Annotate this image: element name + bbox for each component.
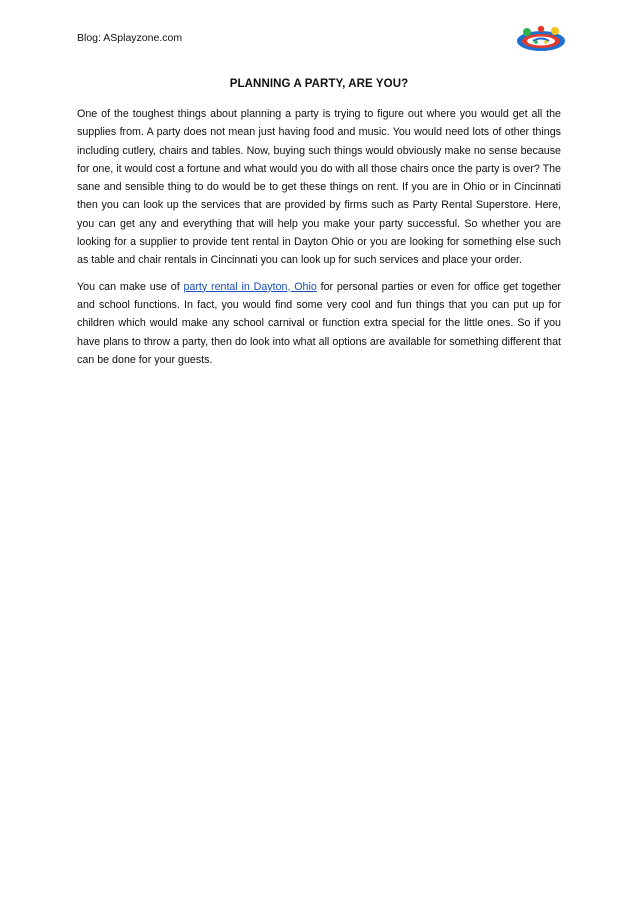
paragraph-2 <box>77 278 561 369</box>
article-body <box>77 105 561 377</box>
paragraph-2-intro: You can make use of <box>77 280 184 293</box>
paragraph-1: One of the toughest things about planning a party is trying to figure out where you would get all the supplies from. A party does not mean just having food and music. You would need lots of other things including cutlery, chairs and tables. Now, buying such things would obviously make no sense because for one, it would cost a fortune and what would you do with all those chairs once the party is over? The sane and sensible thing to do would be to get these things on rent. If you are in Ohio or in Cincinnati then you can look up the services that are provided by firms such as Party Rental Superstore. Here, you can get any and everything that will help you make your party successful. So whether you are looking for a supplier to provide tent rental in Dayton Ohio or you are looking for something else such as table and chair rentals in Cincinnati you can look up for such services and place your order. <box>77 108 561 267</box>
asplayzone-logo-icon <box>515 24 567 54</box>
paragraph-2-rest: for personal parties or even for office get together and school functions. In fact, you would find some very cool and fun things that you can put up for children which would make any school carnival or function extra special for the little ones. So if you have plans to throw a party, then do look into what all options are available for something different that can be done for your guests. <box>77 280 561 366</box>
party-rental-dayton-link[interactable]: party rental in Dayton, Ohio <box>183 280 317 293</box>
page-title: PLANNING A PARTY, ARE YOU? <box>229 78 409 90</box>
page-header <box>77 30 561 50</box>
blog-label: Blog: ASplayzone.com <box>77 32 183 44</box>
